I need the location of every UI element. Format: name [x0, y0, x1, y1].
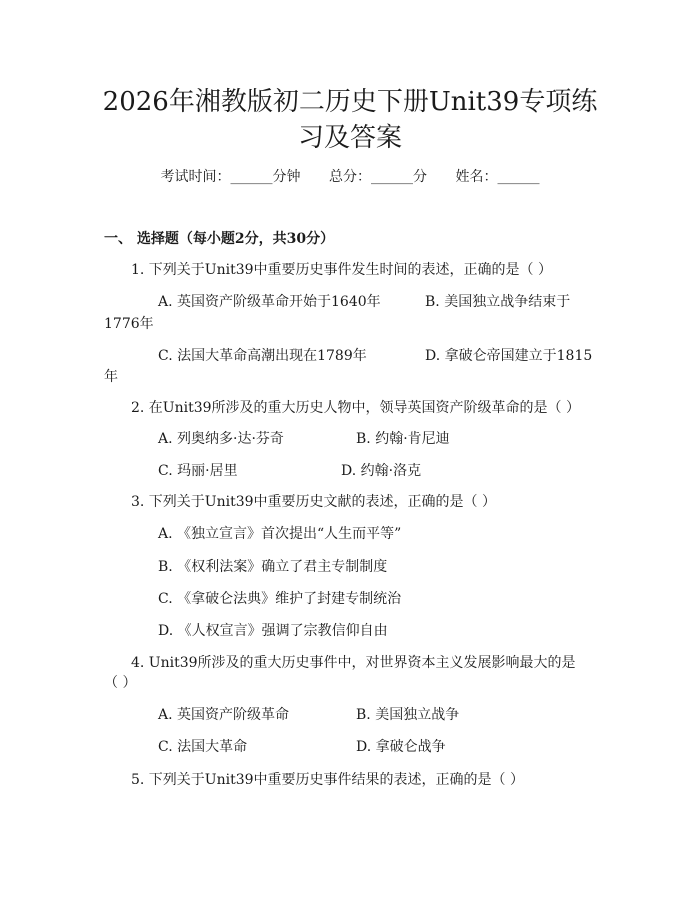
question-3-option-b: B. 《权利法案》确立了君主专制制度 [158, 559, 388, 575]
document-title-line-2: 习及答案 [297, 123, 402, 153]
question-3-option-a: A. 《独立宣言》首次提出“人生而平等” [158, 526, 402, 542]
question-4-option-c: C. 法国大革命 [158, 739, 248, 755]
question-1-option-d: D. 拿破仑帝国建立于1815 [425, 348, 593, 364]
question-2-option-b: B. 约翰·肯尼迪 [356, 431, 450, 447]
question-4-stem-wrap: （ ） [104, 675, 137, 691]
question-1-option-b-wrap: 1776年 [104, 316, 154, 332]
exam-meta [0, 166, 700, 188]
question-2-stem: 2. 在Unit39所涉及的重大历史人物中，领导英国资产阶级革命的是（ ） [131, 400, 580, 416]
document-title-line-1: 2026年湘教版初二历史下册Unit39专项练 [102, 87, 598, 117]
question-1-option-c: C. 法国大革命高潮出现在1789年 [158, 348, 367, 364]
question-4-option-d: D. 拿破仑战争 [356, 739, 446, 755]
question-4-stem: 4. Unit39所涉及的重大历史事件中，对世界资本主义发展影响最大的是 [131, 655, 576, 671]
question-1-option-a: A. 英国资产阶级革命开始于1640年 [158, 294, 381, 310]
question-4-option-b: B. 美国独立战争 [356, 707, 460, 723]
exam-name: 姓名：______ [455, 169, 540, 185]
question-1-stem: 1. 下列关于Unit39中重要历史事件发生时间的表述，正确的是（ ） [131, 262, 552, 278]
question-3-stem: 3. 下列关于Unit39中重要历史文献的表述，正确的是（ ） [131, 494, 496, 510]
exam-time: 考试时间：______分钟 [160, 169, 301, 185]
question-4-option-a: A. 英国资产阶级革命 [158, 707, 290, 723]
question-2-option-c: C. 玛丽·居里 [158, 463, 238, 479]
question-2-option-d: D. 约翰·洛克 [341, 463, 422, 479]
question-3-option-d: D. 《人权宣言》强调了宗教信仰自由 [158, 623, 388, 639]
question-5-stem: 5. 下列关于Unit39中重要历史事件结果的表述，正确的是（ ） [131, 772, 524, 788]
question-1-option-d-wrap: 年 [104, 369, 118, 385]
question-3-option-c: C. 《拿破仑法典》维护了封建专制统治 [158, 591, 402, 607]
section-heading: 一、 选择题（每小题2分，共30分） [104, 231, 335, 247]
exam-score: 总分：______分 [329, 169, 427, 185]
question-2-option-a: A. 列奥纳多·达·芬奇 [158, 431, 284, 447]
question-1-option-b: B. 美国独立战争结束于 [425, 294, 571, 310]
